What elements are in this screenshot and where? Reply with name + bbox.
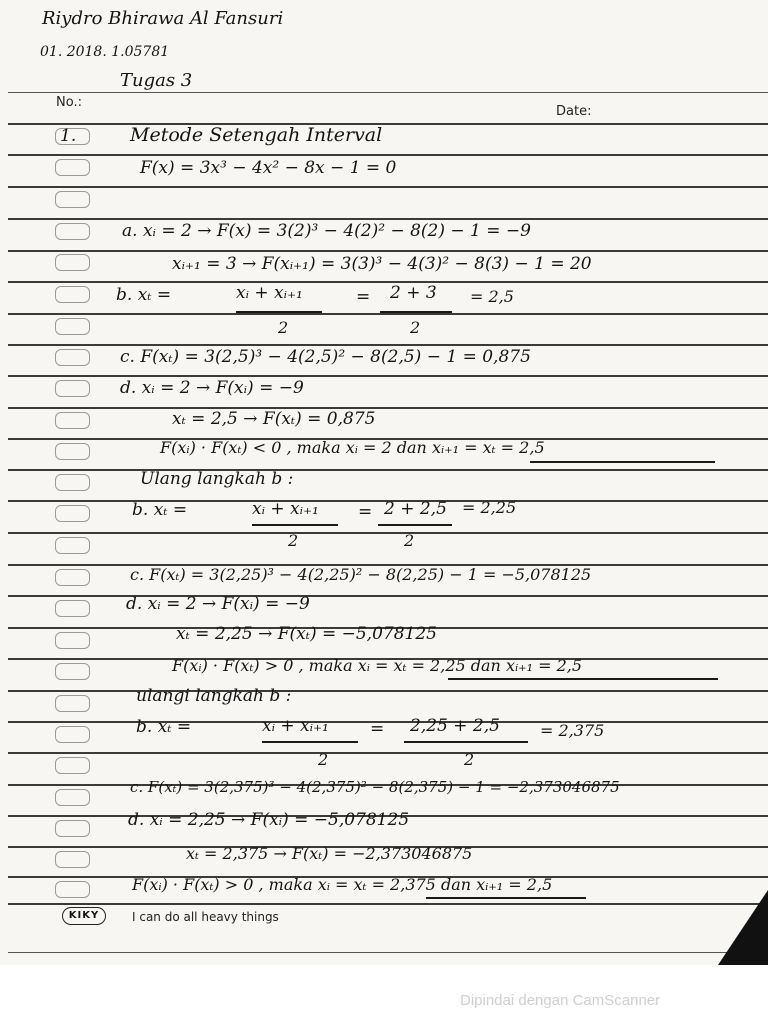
step-b-sum: 2 + 3 (390, 283, 437, 303)
fraction-bar (236, 311, 322, 313)
step-b-equals: = (358, 502, 373, 522)
margin-box (55, 632, 90, 649)
step-b-label: b. xₜ = (136, 717, 192, 737)
step-b-denominator: 2 (318, 750, 329, 769)
ruled-line (8, 92, 768, 93)
step-d-xt: xₜ = 2,375 → F(xₜ) = −2,373046875 (186, 844, 473, 863)
margin-box (55, 820, 90, 837)
step-d-conclusion: F(xᵢ) · F(xₜ) > 0 , maka xᵢ = xₜ = 2,375 dan xᵢ₊₁ = 2,5 (132, 875, 553, 894)
margin-box (55, 851, 90, 868)
ruled-line (8, 123, 768, 125)
student-name: Riydro Bhirawa Al Fansuri (42, 8, 284, 29)
margin-box (55, 789, 90, 806)
ruled-line (8, 375, 768, 377)
conclusion-underline (426, 897, 586, 899)
step-d-conclusion: F(xᵢ) · F(xₜ) > 0 , maka xᵢ = xₜ = 2,25 dan xᵢ₊₁ = 2,5 (172, 656, 583, 675)
fraction-bar (380, 311, 452, 313)
repeat-step-note: Ulang langkah b : (140, 469, 294, 489)
margin-box (55, 881, 90, 898)
step-b-label: b. xₜ = (116, 285, 172, 305)
step-b-numerator: xᵢ + xᵢ₊₁ (252, 499, 319, 519)
margin-box (55, 569, 90, 586)
margin-box (55, 286, 90, 303)
page-shadow-corner (718, 890, 768, 965)
step-b-result: = 2,25 (462, 498, 517, 517)
ruled-line (8, 313, 768, 315)
margin-box (55, 443, 90, 460)
step-b-label: b. xₜ = (132, 500, 188, 520)
ruled-line (8, 595, 768, 597)
step-a-xi1: xᵢ₊₁ = 3 → F(xᵢ₊₁) = 3(3)³ − 4(3)² − 8(3) − 1 = 20 (172, 254, 592, 274)
conclusion-underline (530, 461, 715, 463)
ruled-line (8, 752, 768, 754)
ruled-line (8, 407, 768, 409)
fraction-bar (404, 741, 528, 743)
step-d-conclusion: F(xᵢ) · F(xₜ) < 0 , maka xᵢ = 2 dan xᵢ₊₁ = xₜ = 2,5 (160, 438, 545, 457)
step-c: c. F(xₜ) = 3(2,5)³ − 4(2,5)² − 8(2,5) − 1 = 0,875 (120, 347, 531, 367)
method-title: Metode Setengah Interval (130, 124, 383, 146)
ruled-line (8, 344, 768, 346)
conclusion-underline (448, 678, 718, 680)
equation: F(x) = 3x³ − 4x² − 8x − 1 = 0 (140, 158, 397, 178)
step-b-denominator: 2 (278, 318, 289, 337)
margin-box (55, 412, 90, 429)
step-b-denominator: 2 (410, 318, 421, 337)
ruled-line (8, 903, 768, 905)
step-d-xi: d. xᵢ = 2,25 → F(xᵢ) = −5,078125 (128, 810, 410, 830)
date-label: Date: (556, 104, 592, 119)
step-d-xi: d. xᵢ = 2 → F(xᵢ) = −9 (126, 594, 310, 614)
margin-box (55, 695, 90, 712)
scanner-watermark: Dipindai dengan CamScanner (460, 992, 661, 1009)
step-b-sum: 2 + 2,5 (384, 499, 447, 519)
step-b-equals: = (370, 719, 385, 739)
margin-box (55, 223, 90, 240)
margin-box (55, 757, 90, 774)
margin-box (55, 505, 90, 522)
step-b-result: = 2,375 (540, 721, 605, 740)
margin-box (55, 726, 90, 743)
step-b-sum: 2,25 + 2,5 (410, 716, 500, 736)
ruled-line (8, 532, 768, 534)
step-d-xt: xₜ = 2,5 → F(xₜ) = 0,875 (172, 409, 376, 429)
ruled-line (8, 281, 768, 283)
step-b-numerator: xᵢ + xᵢ₊₁ (262, 716, 329, 736)
step-b-denominator: 2 (464, 750, 475, 769)
ruled-line (8, 721, 768, 723)
fraction-bar (262, 741, 358, 743)
margin-box (55, 254, 90, 271)
fraction-bar (252, 524, 338, 526)
step-d-xt: xₜ = 2,25 → F(xₜ) = −5,078125 (176, 624, 437, 644)
step-b-result: = 2,5 (470, 287, 514, 306)
notebook-motto: I can do all heavy things (132, 910, 279, 924)
brand-logo: KIKY (62, 907, 106, 925)
ruled-line (8, 469, 768, 471)
margin-box (55, 663, 90, 680)
ruled-line (8, 186, 768, 188)
margin-box (55, 318, 90, 335)
assignment-title: Tugas 3 (120, 70, 193, 91)
ruled-line (8, 218, 768, 220)
step-d-xi: d. xᵢ = 2 → F(xᵢ) = −9 (120, 378, 304, 398)
ruled-line (8, 154, 768, 156)
step-c: c. F(xₜ) = 3(2,25)³ − 4(2,25)² − 8(2,25) − 1 = −5,078125 (130, 565, 592, 584)
step-b-numerator: xᵢ + xᵢ₊₁ (236, 283, 303, 303)
ruled-line (8, 690, 768, 692)
margin-box (55, 191, 90, 208)
margin-box (55, 159, 90, 176)
step-c: c. F(xₜ) = 3(2,375)³ − 4(2,375)² − 8(2,375) − 1 = −2,373046875 (130, 778, 620, 796)
margin-box (55, 474, 90, 491)
step-b-denominator: 2 (288, 531, 299, 550)
ruled-line (8, 250, 768, 252)
step-b-denominator: 2 (404, 531, 415, 550)
margin-box (55, 380, 90, 397)
step-a-xi: a. xᵢ = 2 → F(x) = 3(2)³ − 4(2)² − 8(2) − 1 = −9 (122, 221, 531, 241)
number-label: No.: (56, 95, 82, 110)
student-id: 01. 2018. 1.05781 (40, 44, 170, 60)
margin-box (55, 537, 90, 554)
problem-number: 1. (60, 126, 77, 146)
step-b-equals: = (356, 287, 371, 307)
margin-box (55, 600, 90, 617)
repeat-step-note: ulangi langkah b : (136, 686, 292, 706)
fraction-bar (378, 524, 452, 526)
ruled-line (8, 952, 768, 953)
margin-box (55, 349, 90, 366)
